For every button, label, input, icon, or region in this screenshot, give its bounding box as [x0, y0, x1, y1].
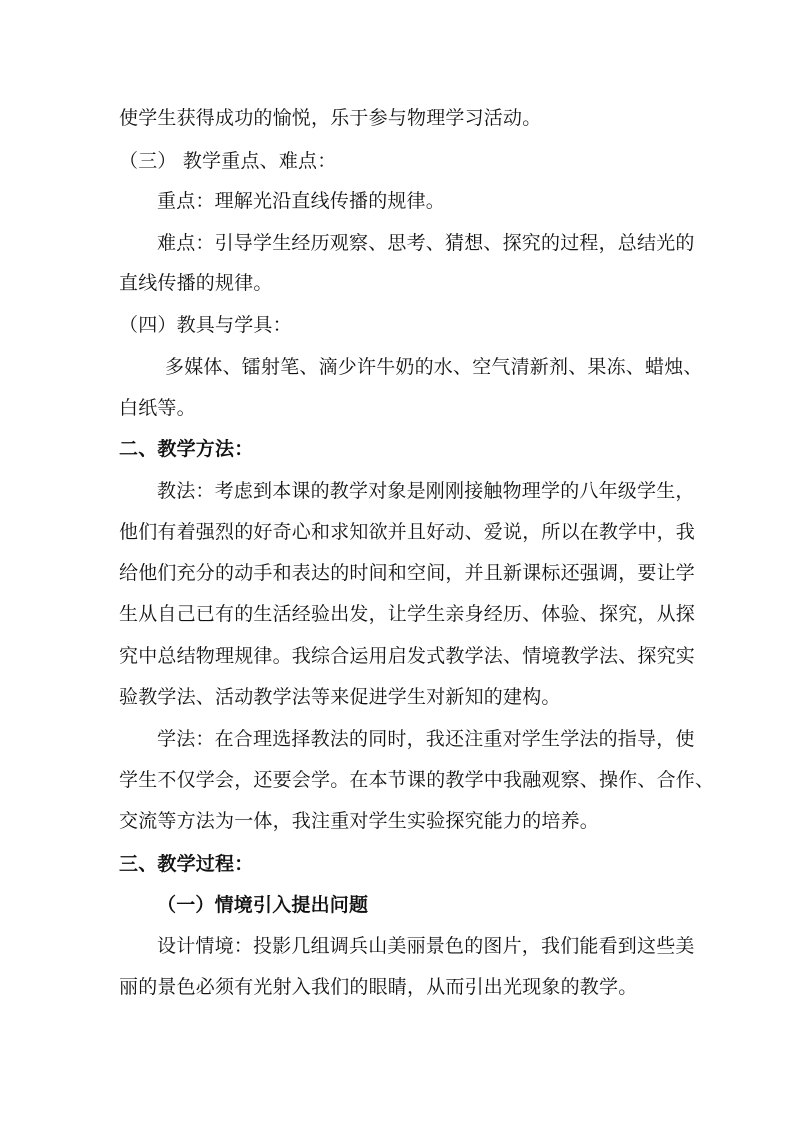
paragraph-line: 生从自己已有的生活经验出发，让学生亲身经历、体验、探究，从探: [119, 603, 696, 625]
section-heading-teaching-methods: 二、教学方法：: [119, 438, 254, 460]
paragraph-line: 验教学法、活动教学法等来促进学生对新知的建构。: [119, 686, 561, 708]
paragraph-line: 难点：引导学生经历观察、思考、猜想、探究的过程，总结光的: [157, 232, 695, 254]
paragraph-line: 使学生获得成功的愉悦，乐于参与物理学习活动。: [119, 107, 542, 129]
paragraph-line: 交流等方法为一体，我注重对学生实验探究能力的培养。: [119, 810, 600, 832]
paragraph-line: 白纸等。: [119, 397, 196, 419]
paragraph-line: 重点：理解光沿直线传播的规律。: [157, 190, 446, 212]
subsection-heading-scenario: （一）情境引入提出问题: [157, 894, 369, 916]
paragraph-line: 丽的景色必须有光射入我们的眼睛，从而引出光现象的教学。: [119, 976, 638, 998]
section-heading-teaching-aids: （四）教具与学具：: [119, 314, 292, 336]
paragraph-line: 给他们充分的动手和表达的时间和空间，并且新课标还强调，要让学: [119, 562, 696, 584]
paragraph-line: 学法：在合理选择教法的同时，我还注重对学生学法的指导，使: [157, 728, 695, 750]
paragraph-line: 究中总结物理规律。我综合运用启发式教学法、情境教学法、探究实: [119, 645, 696, 667]
paragraph-line: 学生不仅学会，还要会学。在本节课的教学中我融观察、操作、合作、: [119, 769, 715, 791]
section-heading-teaching-process: 三、教学过程：: [119, 853, 254, 875]
paragraph-line: 他们有着强烈的好奇心和求知欲并且好动、爱说，所以在教学中，我: [119, 521, 696, 543]
paragraph-line: 设计情境：投影几组调兵山美丽景色的图片，我们能看到这些美: [157, 935, 695, 957]
paragraph-line: 教法：考虑到本课的教学对象是刚刚接触物理学的八年级学生，: [157, 480, 695, 502]
paragraph-line: 直线传播的规律。: [119, 272, 273, 294]
paragraph-line: 多媒体、镭射笔、滴少许牛奶的水、空气清新剂、果冻、蜡烛、: [165, 356, 703, 378]
section-heading-key-points: （三） 教学重点、难点：: [119, 150, 337, 172]
